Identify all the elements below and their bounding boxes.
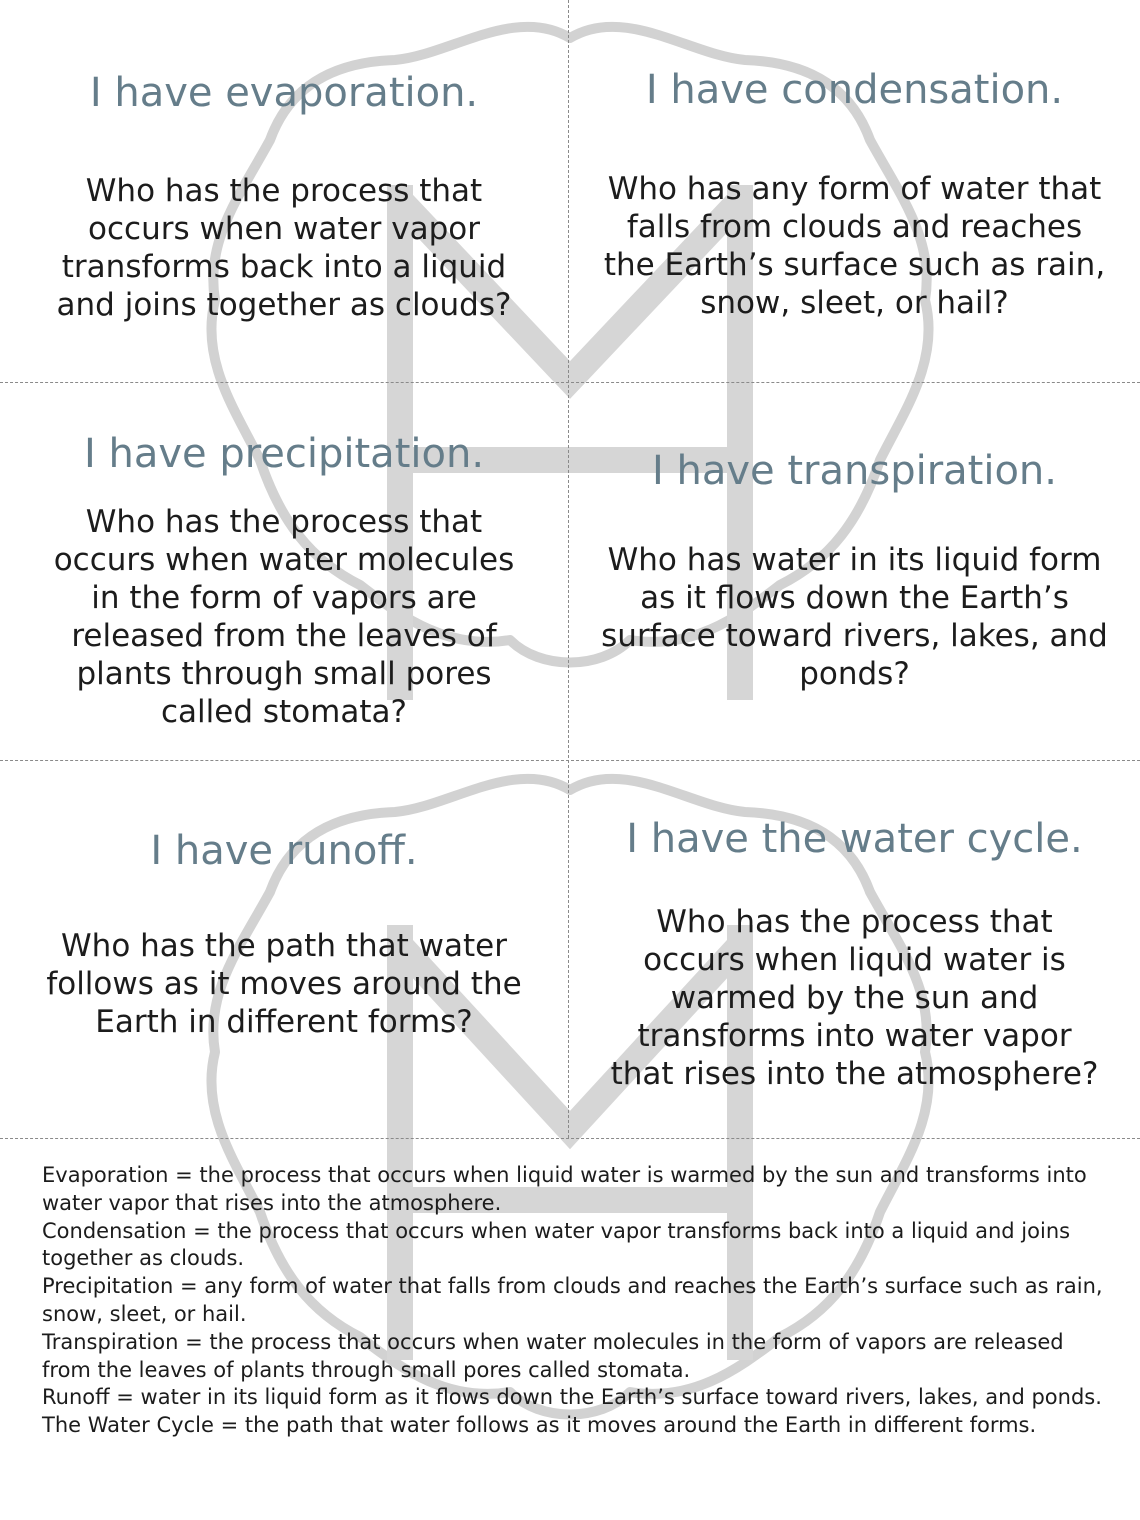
glossary-term: The Water Cycle [42,1413,214,1438]
card-question: Who has water in its liquid form as it flows down the Earth’s surface toward rivers, lakes, and ponds? [601,542,1108,692]
card-question: Who has the process that occurs when water molecules in the form of vapors are released from the leaves of plants through small pores called stomata? [53,504,515,730]
glossary-entry-precipitation [42,1273,1117,1329]
glossary-definition: = the process that occurs when water molecules in the form of vapors are released from the leaves of plants through small pores called stomata. [42,1329,1064,1382]
glossary-definition: = the path that water follows as it moves around the Earth in different forms. [213,1413,1037,1438]
cut-line-horizontal [0,1138,1140,1139]
glossary-definition: = any form of water that falls from clouds and reaches the Earth’s surface such as rain, snow, sleet, or hail. [42,1274,1103,1326]
card-title: I have precipitation. [83,431,485,477]
card-transpiration [569,383,1140,760]
glossary-entry-evaporation [42,1162,1117,1218]
glossary [42,1162,1117,1440]
glossary-term: Precipitation [42,1274,174,1299]
card-evaporation [0,0,568,382]
glossary-definition: = the process that occurs when liquid water is warmed by the sun and transforms into water vapor that rises into the atmosphere. [42,1163,1087,1215]
card-title: I have evaporation. [89,70,479,116]
card-question: Who has any form of water that falls from clouds and reaches the Earth’s surface such as rain, snow, sleet, or hail? [603,171,1106,321]
card-question: Who has the process that occurs when water vapor transforms back into a liquid and joins together as clouds? [56,173,512,323]
glossary-definition: = water in its liquid form as it flows down the Earth’s surface toward rivers, lakes, and ponds. [109,1385,1102,1410]
glossary-definition: = the process that occurs when water vapor transforms back into a liquid and joins together as clouds. [42,1218,1071,1271]
glossary-entry-water-cycle [42,1412,1117,1440]
glossary-entry-transpiration [42,1329,1117,1385]
glossary-entry-condensation [42,1218,1117,1274]
card-condensation [569,0,1140,382]
card-precipitation [0,383,568,760]
glossary-entry-runoff [42,1384,1117,1412]
card-runoff [0,761,568,1138]
card-question: Who has the path that water follows as it moves around the Earth in different forms? [46,928,522,1040]
glossary-term: Condensation [42,1218,187,1243]
glossary-term: Transpiration [42,1329,179,1354]
card-title: I have runoff. [150,828,418,874]
card-question: Who has the process that occurs when liquid water is warmed by the sun and transforms into water vapor that rises into the atmosphere? [610,904,1099,1092]
glossary-term: Runoff [42,1385,110,1410]
card-title: I have the water cycle. [626,816,1083,862]
card-title: I have condensation. [645,67,1064,113]
card-title: I have transpiration. [652,448,1057,494]
glossary-term: Evaporation [42,1163,169,1187]
card-water-cycle [569,761,1140,1138]
